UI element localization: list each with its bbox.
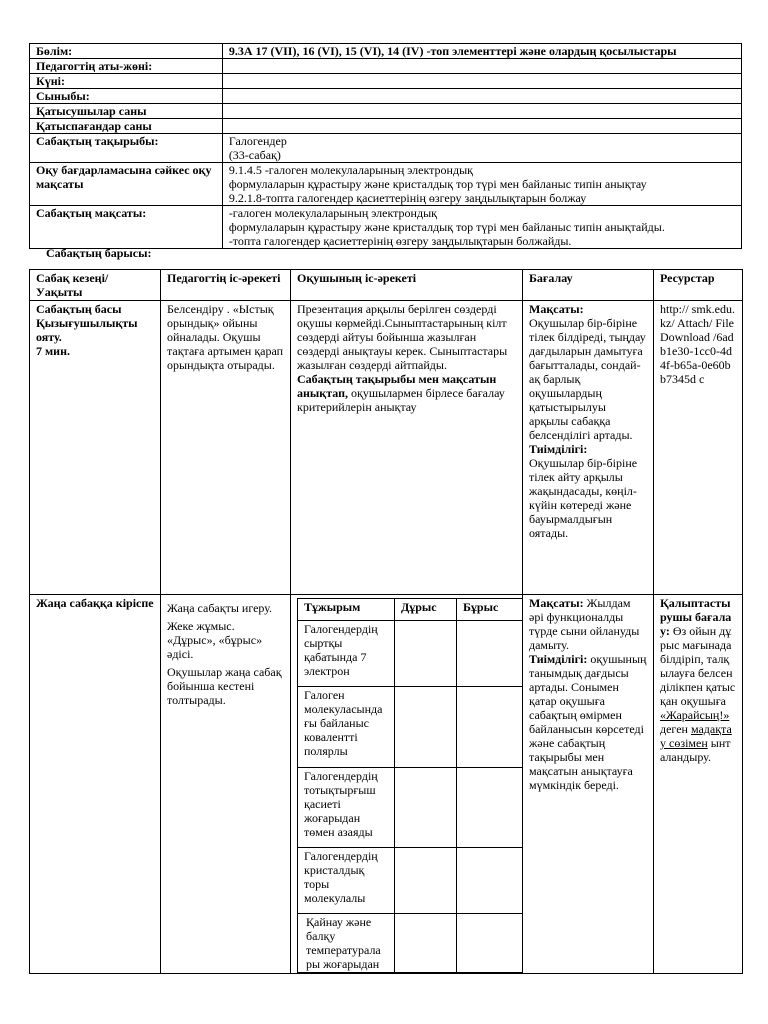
false-answer-cell[interactable] bbox=[457, 687, 523, 768]
present-label: Қатысушылар саны bbox=[30, 104, 223, 119]
resource-link[interactable]: http:// smk.edu.kz/ Attach/ FileDownload /6adb1e30-1cc0-4d4f-b65a-0e60bb7345d c bbox=[654, 301, 743, 595]
formative-assessment-text: деген bbox=[660, 722, 691, 736]
absent-label: Қатыспағандар саны bbox=[30, 119, 223, 134]
statement-text: Галогендердің тотықтырғыш қасиеті жоғарыдан төмен азаяды bbox=[298, 768, 395, 848]
section-row bbox=[30, 44, 742, 59]
objectives-row bbox=[30, 163, 742, 206]
student-activity-aim bbox=[297, 372, 516, 414]
absent-value bbox=[222, 119, 741, 134]
aims-row bbox=[30, 206, 742, 249]
student-activity-text: Презентация арқылы берілген сөздерді оқушы көрмейді.Сыныптастарының кілт сөздерді айтуы бойынша жазылған сөздерді анықтауы керек. Сыныптастары жазылған сөздерді айтпайды. bbox=[297, 302, 508, 372]
formative-assessment-heading: Қалыптастырушы бағалау: bbox=[660, 596, 732, 638]
true-answer-cell[interactable] bbox=[395, 914, 457, 973]
true-false-table bbox=[297, 598, 523, 973]
aims-value bbox=[222, 206, 741, 249]
statement-text: Галогендердің сыртқы қабатында 7 электрон bbox=[298, 621, 395, 687]
stage-time: 7 мин. bbox=[36, 344, 71, 358]
aim-line: формулаларын құрастыру және кристалдық тор түрі мен байланыс типін анықтайды. bbox=[228, 220, 665, 234]
present-value bbox=[222, 104, 741, 119]
student-activity-aim-bold: Сабақтың тақырыбы мен мақсатын анықтап, bbox=[297, 372, 497, 400]
assessment-effect-heading: Тиімділігі: bbox=[529, 442, 588, 456]
grade-row bbox=[30, 89, 742, 104]
student-activity-aim-text: оқушылармен бірлесе бағалау критерийлерін анықтау bbox=[297, 386, 505, 414]
assessment-aim-heading: Мақсаты: bbox=[529, 596, 584, 610]
column-header-stage: Сабақ кезеңі/Уақыты bbox=[30, 270, 161, 301]
topic-label: Сабақтың тақырыбы: bbox=[30, 134, 223, 163]
topic-value bbox=[222, 134, 741, 163]
date-value bbox=[222, 74, 741, 89]
lesson-row-opening bbox=[30, 301, 743, 595]
praise-word: «Жарайсың!» bbox=[660, 708, 730, 722]
objectives-label: Оқу бағдарламасына сәйкес оқу мақсаты bbox=[30, 163, 223, 206]
true-answer-cell[interactable] bbox=[395, 768, 457, 848]
statement-row bbox=[298, 848, 523, 914]
student-activity-cell bbox=[291, 595, 523, 974]
teacher-activity-cell bbox=[161, 595, 291, 974]
assessment-effect-text: оқушының танымдық дағдысы артады. Сонымен қатар оқушыға сабақтың өмірмен байланысын көрсетеді және сабақтың тақырыбы мен мақсатын анықтауға мүмкіндік береді. bbox=[529, 652, 647, 792]
teacher-activity-line: Жаңа сабақты игеру. bbox=[167, 601, 273, 615]
resources-cell bbox=[654, 595, 743, 974]
objective-line: формулаларын құрастыру және кристалдық тор түрі мен байланыс типін анықтау bbox=[228, 177, 647, 191]
teacher-name-value bbox=[222, 59, 741, 74]
stage-cell: Жаңа сабаққа кіріспе bbox=[30, 595, 161, 974]
teacher-activity-line: Оқушылар жаңа сабақ бойынша кестені толтырады. bbox=[167, 665, 282, 707]
statement-row bbox=[298, 687, 523, 768]
assessment-cell bbox=[523, 595, 654, 974]
column-header-resources: Ресурстар bbox=[654, 270, 743, 301]
formative-assessment-text: Өз ойын дұрыс мағынада білдіріп, талқылауға белсенділікпен қатысқан оқушыға bbox=[660, 624, 736, 708]
column-header-teacher: Педагогтің іс-әрекеті bbox=[161, 270, 291, 301]
date-row bbox=[30, 74, 742, 89]
assessment-effect-heading: Тиімділігі: bbox=[529, 652, 588, 666]
stage-cell bbox=[30, 301, 161, 595]
lesson-plan-table bbox=[29, 269, 743, 974]
column-header-student: Оқушының іс-әрекеті bbox=[291, 270, 523, 301]
lesson-table-header-row bbox=[30, 270, 743, 301]
false-answer-cell[interactable] bbox=[457, 848, 523, 914]
statement-text: Галогендердің кристалдық торы молекулалы bbox=[298, 848, 395, 914]
true-false-header-row bbox=[298, 599, 523, 621]
true-header: Дұрыс bbox=[395, 599, 457, 621]
assessment-effect-text: Оқушылар бір-біріне тілек айту арқылы жақындасады, көңіл-күйін көтереді және бауырмалдығын оятады. bbox=[529, 456, 638, 540]
teacher-name-label: Педагогтің аты-жөні: bbox=[30, 59, 223, 74]
teacher-activity-cell: Белсендіру . «Ыстық орындық» ойыны ойналады. Оқушы тақтаға артымен қарап орындықта отырады. bbox=[161, 301, 291, 595]
aim-line: -галоген молекулаларының электрондық bbox=[228, 206, 437, 220]
lesson-progress-heading: Сабақтың барысы: bbox=[46, 246, 152, 260]
lesson-header-table bbox=[29, 43, 742, 249]
statement-row bbox=[298, 914, 523, 973]
grade-value bbox=[222, 89, 741, 104]
teacher-activity-line: Жеке жұмыс. «Дұрыс», «бұрыс» әдісі. bbox=[167, 619, 263, 661]
statement-row bbox=[298, 768, 523, 848]
aims-label: Сабақтың мақсаты: bbox=[30, 206, 223, 249]
assessment-aim-text: Жылдам әрі функционалды түрде сыни ойлануды дамыту. bbox=[529, 596, 640, 652]
section-label: Бөлім: bbox=[30, 44, 223, 59]
stage-name: Сабақтың басы Қызығушылықты ояту. bbox=[36, 302, 138, 344]
column-header-assessment: Бағалау bbox=[523, 270, 654, 301]
assessment-aim-text: Оқушылар бір-біріне тілек білдіреді, тыңдау дағдыларын дамытуға бағытталады, сондай-ақ барлық оқушылардың қатыстырылуы арқылы сабаққа белсенділігі артады. bbox=[529, 316, 646, 442]
topic-row bbox=[30, 134, 742, 163]
formative-assessment-text: ынталандыру. bbox=[660, 736, 731, 764]
statement-text: Галоген молекуласында ғы байланыс ковалентті полярлы bbox=[298, 687, 395, 768]
objective-line: 9.2.1.8-топта галогендер қасиеттерінің өзгеру заңдылықтарын болжау bbox=[228, 191, 587, 205]
assessment-aim-heading: Мақсаты: bbox=[529, 302, 584, 316]
absent-row bbox=[30, 119, 742, 134]
objective-line: 9.1.4.5 -галоген молекулаларының электрондық bbox=[228, 163, 473, 177]
assessment-cell bbox=[523, 301, 654, 595]
statement-text: Қайнау және балқу температурала ры жоғарыдан bbox=[298, 914, 395, 973]
false-header: Бұрыс bbox=[457, 599, 523, 621]
true-answer-cell[interactable] bbox=[395, 687, 457, 768]
topic-line: (33-сабақ) bbox=[228, 148, 281, 162]
true-answer-cell[interactable] bbox=[395, 848, 457, 914]
present-row bbox=[30, 104, 742, 119]
teacher-name-row bbox=[30, 59, 742, 74]
objectives-value bbox=[222, 163, 741, 206]
statement-row bbox=[298, 621, 523, 687]
assessment-effect bbox=[529, 652, 647, 792]
grade-label: Сыныбы: bbox=[30, 89, 223, 104]
lesson-row-new-lesson bbox=[30, 595, 743, 974]
student-activity-cell bbox=[291, 301, 523, 595]
praise-phrase: мадақтау сөзімен bbox=[660, 722, 732, 750]
false-answer-cell[interactable] bbox=[457, 621, 523, 687]
date-label: Күні: bbox=[30, 74, 223, 89]
section-value: 9.3А 17 (VII), 16 (VI), 15 (VI), 14 (IV) -топ элементтері және олардың қосылыстары bbox=[222, 44, 741, 59]
false-answer-cell[interactable] bbox=[457, 914, 523, 973]
statement-header: Тұжырым bbox=[298, 599, 395, 621]
false-answer-cell[interactable] bbox=[457, 768, 523, 848]
assessment-aim bbox=[529, 596, 647, 652]
true-answer-cell[interactable] bbox=[395, 621, 457, 687]
aim-line: -топта галогендер қасиеттерінің өзгеру заңдылықтарын болжайды. bbox=[228, 234, 572, 248]
topic-line: Галогендер bbox=[228, 134, 287, 148]
